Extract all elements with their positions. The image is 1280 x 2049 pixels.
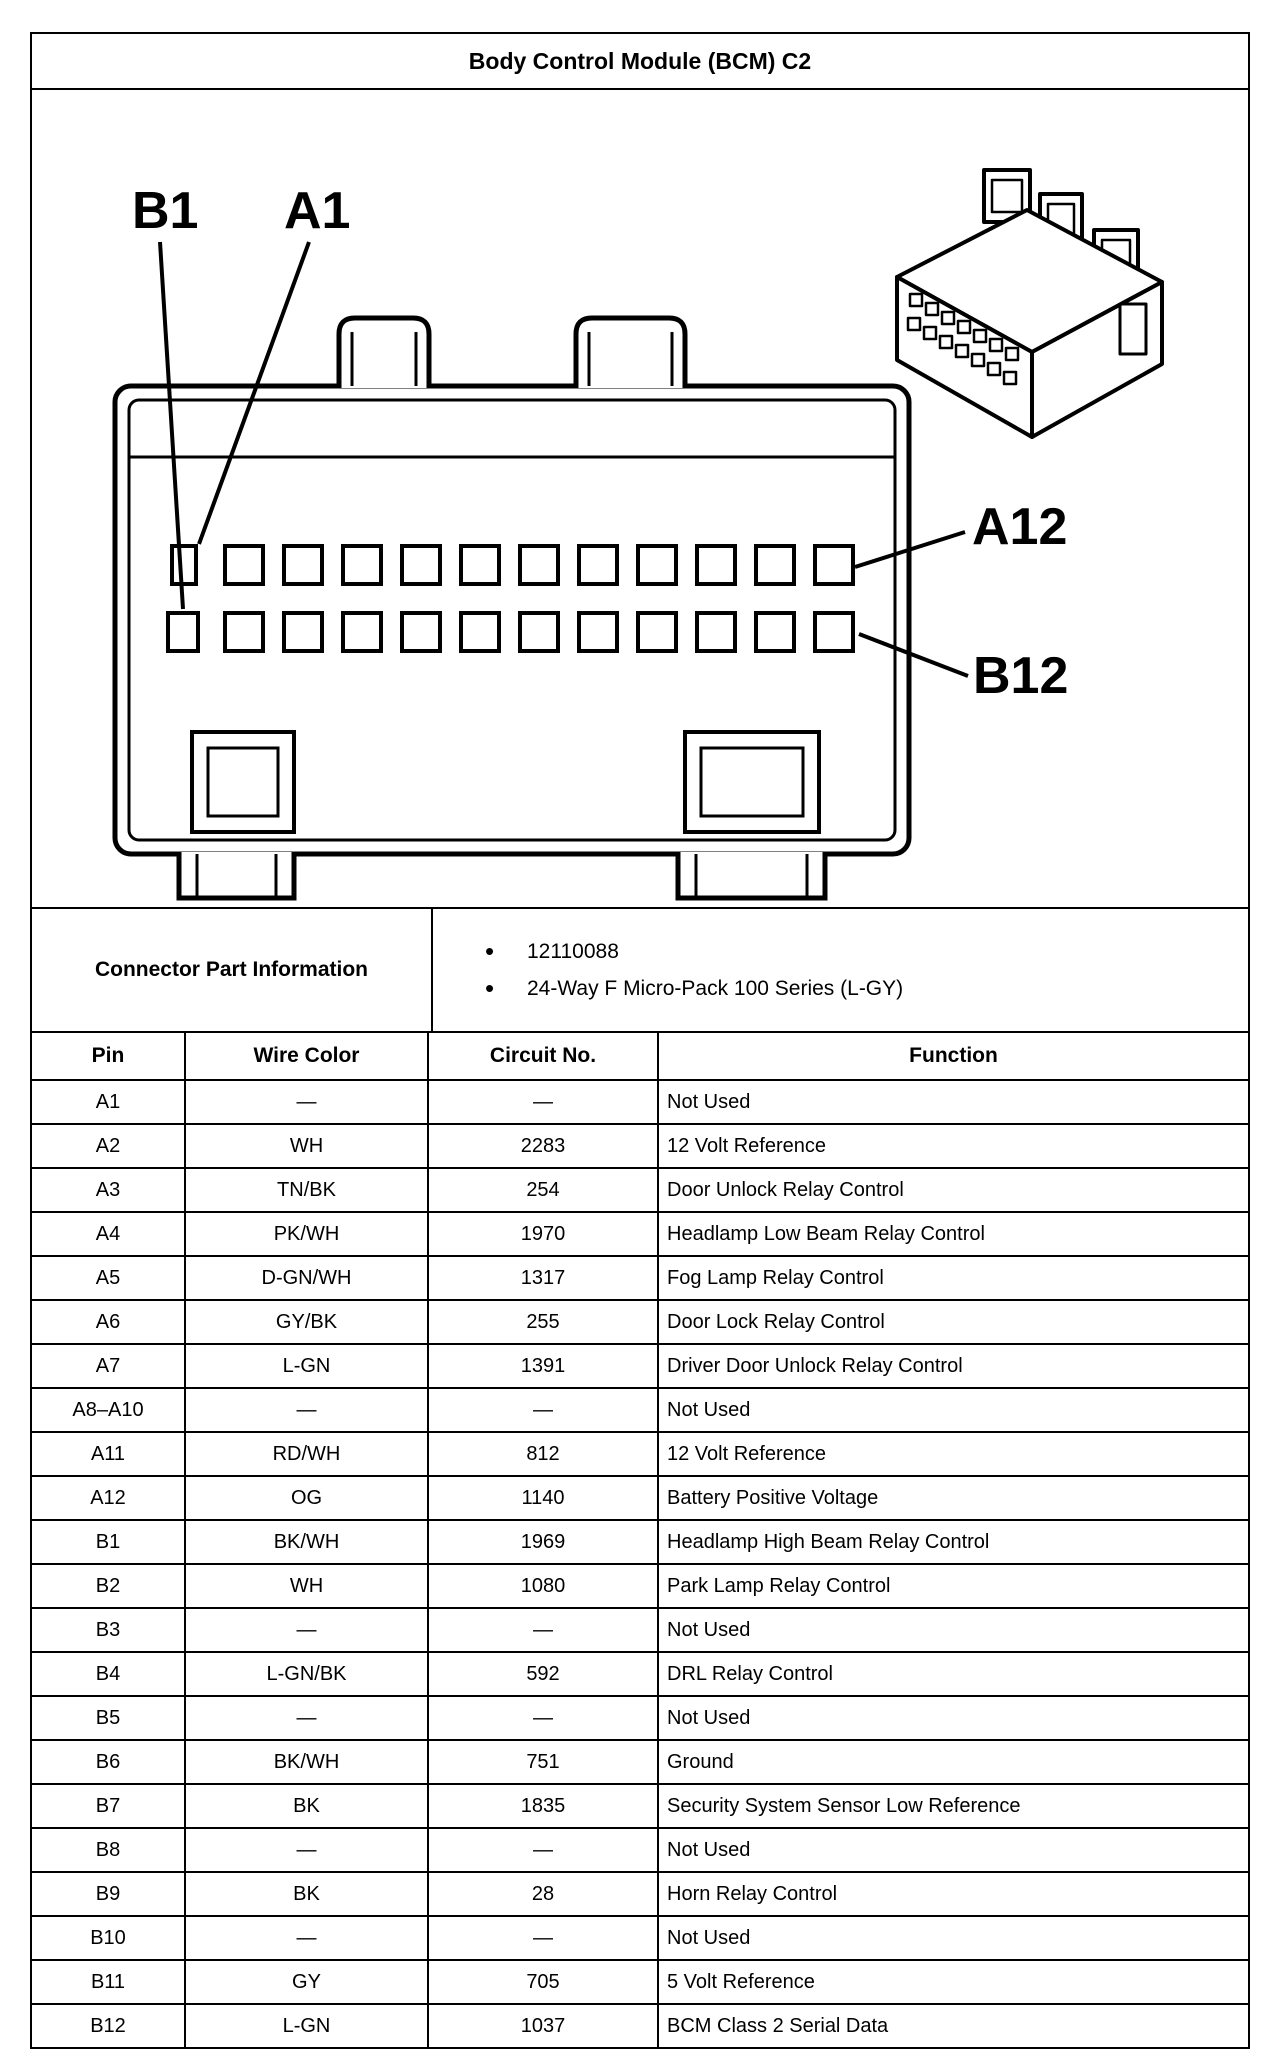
- function-cell: Door Unlock Relay Control: [658, 1168, 1249, 1212]
- wire-color-cell: —: [185, 1080, 428, 1124]
- function-cell: 12 Volt Reference: [658, 1432, 1249, 1476]
- function-cell: 12 Volt Reference: [658, 1124, 1249, 1168]
- pin-cell: B11: [31, 1960, 185, 2004]
- column-header: Function: [658, 1032, 1249, 1080]
- function-cell: BCM Class 2 Serial Data: [658, 2004, 1249, 2048]
- pin-cell: B6: [31, 1740, 185, 1784]
- wire-color-cell: TN/BK: [185, 1168, 428, 1212]
- pin-cell: B12: [31, 2004, 185, 2048]
- table-row: [31, 1608, 1249, 1652]
- title-bar: [30, 32, 1250, 90]
- circuit-no-cell: 1317: [428, 1256, 658, 1300]
- function-cell: Not Used: [658, 1916, 1249, 1960]
- pin-cell: A12: [31, 1476, 185, 1520]
- function-cell: Not Used: [658, 1388, 1249, 1432]
- column-header: Wire Color: [185, 1032, 428, 1080]
- pin-table: [30, 1031, 1250, 2049]
- pin: [638, 613, 676, 651]
- pin: [343, 613, 381, 651]
- circuit-no-cell: 254: [428, 1168, 658, 1212]
- pin-cell: A4: [31, 1212, 185, 1256]
- column-header: Pin: [31, 1032, 185, 1080]
- function-cell: Headlamp High Beam Relay Control: [658, 1520, 1249, 1564]
- circuit-no-cell: —: [428, 1608, 658, 1652]
- bottom-foot: [678, 852, 825, 898]
- circuit-no-cell: 592: [428, 1652, 658, 1696]
- pin-table-header-row: [31, 1032, 1249, 1080]
- top-latch-tab: [576, 318, 685, 388]
- page-title: Body Control Module (BCM) C2: [468, 47, 812, 74]
- pin: [343, 546, 381, 584]
- wire-color-cell: RD/WH: [185, 1432, 428, 1476]
- function-cell: 5 Volt Reference: [658, 1960, 1249, 2004]
- pin-label-b12: B12: [973, 647, 1069, 705]
- pin-cell: A11: [31, 1432, 185, 1476]
- part-info-bullets: [483, 933, 1248, 1007]
- pin: [638, 546, 676, 584]
- pin-cell: A2: [31, 1124, 185, 1168]
- pin-cell: B3: [31, 1608, 185, 1652]
- wire-color-cell: —: [185, 1388, 428, 1432]
- wire-color-cell: L-GN/BK: [185, 1652, 428, 1696]
- function-cell: Battery Positive Voltage: [658, 1476, 1249, 1520]
- table-row: [31, 1388, 1249, 1432]
- wire-color-cell: GY/BK: [185, 1300, 428, 1344]
- table-row: [31, 1740, 1249, 1784]
- function-cell: Ground: [658, 1740, 1249, 1784]
- pin: [579, 546, 617, 584]
- table-row: [31, 1916, 1249, 1960]
- wire-color-cell: —: [185, 1608, 428, 1652]
- page-frame: [30, 32, 1250, 2049]
- circuit-no-cell: 1391: [428, 1344, 658, 1388]
- table-row: [31, 1256, 1249, 1300]
- pin-cell: B8: [31, 1828, 185, 1872]
- table-row: [31, 1784, 1249, 1828]
- pin-cell: B7: [31, 1784, 185, 1828]
- function-cell: Park Lamp Relay Control: [658, 1564, 1249, 1608]
- circuit-no-cell: 1037: [428, 2004, 658, 2048]
- part-info-bullet-item: • 24-Way F Micro-Pack 100 Series (L-GY): [483, 970, 1248, 1007]
- wire-color-cell: —: [185, 1828, 428, 1872]
- pin-cell: A7: [31, 1344, 185, 1388]
- pin: [461, 546, 499, 584]
- function-cell: Not Used: [658, 1608, 1249, 1652]
- function-cell: DRL Relay Control: [658, 1652, 1249, 1696]
- table-row: [31, 1652, 1249, 1696]
- circuit-no-cell: 705: [428, 1960, 658, 2004]
- circuit-no-cell: 28: [428, 1872, 658, 1916]
- pin: [579, 613, 617, 651]
- part-info-bullet-item: • 12110088: [483, 933, 1248, 970]
- function-cell: Door Lock Relay Control: [658, 1300, 1249, 1344]
- connector-diagram-svg: [32, 90, 1248, 907]
- column-header: Circuit No.: [428, 1032, 658, 1080]
- function-cell: Horn Relay Control: [658, 1872, 1249, 1916]
- function-cell: Not Used: [658, 1696, 1249, 1740]
- table-row: [31, 1080, 1249, 1124]
- circuit-no-cell: 1140: [428, 1476, 658, 1520]
- table-row: [31, 1212, 1249, 1256]
- connector-3d-view: [897, 170, 1162, 437]
- table-row: [31, 1564, 1249, 1608]
- connector-part-info: [30, 907, 1250, 1033]
- wire-color-cell: BK/WH: [185, 1520, 428, 1564]
- wire-color-cell: WH: [185, 1124, 428, 1168]
- wire-color-cell: L-GN: [185, 1344, 428, 1388]
- function-cell: Security System Sensor Low Reference: [658, 1784, 1249, 1828]
- circuit-no-cell: 1970: [428, 1212, 658, 1256]
- wire-color-cell: —: [185, 1696, 428, 1740]
- pin: [815, 613, 853, 651]
- function-cell: Driver Door Unlock Relay Control: [658, 1344, 1249, 1388]
- pin: [402, 546, 440, 584]
- end-clip: [1120, 304, 1146, 354]
- pin: [284, 546, 322, 584]
- pin-table-header: [31, 1032, 1249, 1080]
- table-row: [31, 1124, 1249, 1168]
- table-row: [31, 1300, 1249, 1344]
- circuit-no-cell: —: [428, 1080, 658, 1124]
- pin: [756, 546, 794, 584]
- pin: [225, 546, 263, 584]
- pin-cell: B4: [31, 1652, 185, 1696]
- connector-diagram: [30, 88, 1250, 909]
- wire-color-cell: PK/WH: [185, 1212, 428, 1256]
- pin-cell: A3: [31, 1168, 185, 1212]
- pin: [697, 613, 735, 651]
- function-cell: Fog Lamp Relay Control: [658, 1256, 1249, 1300]
- circuit-no-cell: 812: [428, 1432, 658, 1476]
- circuit-no-cell: 1080: [428, 1564, 658, 1608]
- pin-cell: B2: [31, 1564, 185, 1608]
- wire-color-cell: BK/WH: [185, 1740, 428, 1784]
- circuit-no-cell: —: [428, 1916, 658, 1960]
- table-row: [31, 1344, 1249, 1388]
- pin-cell: B5: [31, 1696, 185, 1740]
- wire-color-cell: OG: [185, 1476, 428, 1520]
- function-cell: Not Used: [658, 1828, 1249, 1872]
- table-row: [31, 1828, 1249, 1872]
- wire-color-cell: L-GN: [185, 2004, 428, 2048]
- circuit-no-cell: —: [428, 1388, 658, 1432]
- pin: [520, 546, 558, 584]
- pin-label-b1: B1: [132, 182, 199, 240]
- wire-color-cell: D-GN/WH: [185, 1256, 428, 1300]
- pin: [520, 613, 558, 651]
- pin: [225, 613, 263, 651]
- pin: [402, 613, 440, 651]
- pin-cell: A6: [31, 1300, 185, 1344]
- circuit-no-cell: 751: [428, 1740, 658, 1784]
- wire-color-cell: WH: [185, 1564, 428, 1608]
- pin: [697, 546, 735, 584]
- connector-front-view: [115, 242, 968, 898]
- pin: [284, 613, 322, 651]
- pin-cell: A1: [31, 1080, 185, 1124]
- wire-color-cell: —: [185, 1916, 428, 1960]
- pin-cell: A8–A10: [31, 1388, 185, 1432]
- pin-table-body: [31, 1080, 1249, 2048]
- table-row: [31, 1476, 1249, 1520]
- pin-cell: B9: [31, 1872, 185, 1916]
- wire-color-cell: GY: [185, 1960, 428, 2004]
- table-row: [31, 1168, 1249, 1212]
- circuit-no-cell: 255: [428, 1300, 658, 1344]
- table-row: [31, 1696, 1249, 1740]
- pin-label-a1: A1: [284, 182, 351, 240]
- table-row: [31, 2004, 1249, 2048]
- pin-cell: A5: [31, 1256, 185, 1300]
- pin-cell: B10: [31, 1916, 185, 1960]
- table-row: [31, 1432, 1249, 1476]
- part-info-details: [433, 909, 1248, 1031]
- circuit-no-cell: 2283: [428, 1124, 658, 1168]
- pin: [756, 613, 794, 651]
- pin: [168, 613, 198, 651]
- circuit-no-cell: 1835: [428, 1784, 658, 1828]
- circuit-no-cell: —: [428, 1828, 658, 1872]
- wire-color-cell: BK: [185, 1872, 428, 1916]
- table-row: [31, 1520, 1249, 1564]
- table-row: [31, 1960, 1249, 2004]
- table-row: [31, 1872, 1249, 1916]
- function-cell: Not Used: [658, 1080, 1249, 1124]
- wire-color-cell: BK: [185, 1784, 428, 1828]
- function-cell: Headlamp Low Beam Relay Control: [658, 1212, 1249, 1256]
- circuit-no-cell: —: [428, 1696, 658, 1740]
- part-info-label: Connector Part Information: [32, 909, 433, 1031]
- circuit-no-cell: 1969: [428, 1520, 658, 1564]
- pin: [172, 546, 196, 584]
- pin: [815, 546, 853, 584]
- pin: [461, 613, 499, 651]
- pin-cell: B1: [31, 1520, 185, 1564]
- pin-label-a12: A12: [972, 498, 1068, 556]
